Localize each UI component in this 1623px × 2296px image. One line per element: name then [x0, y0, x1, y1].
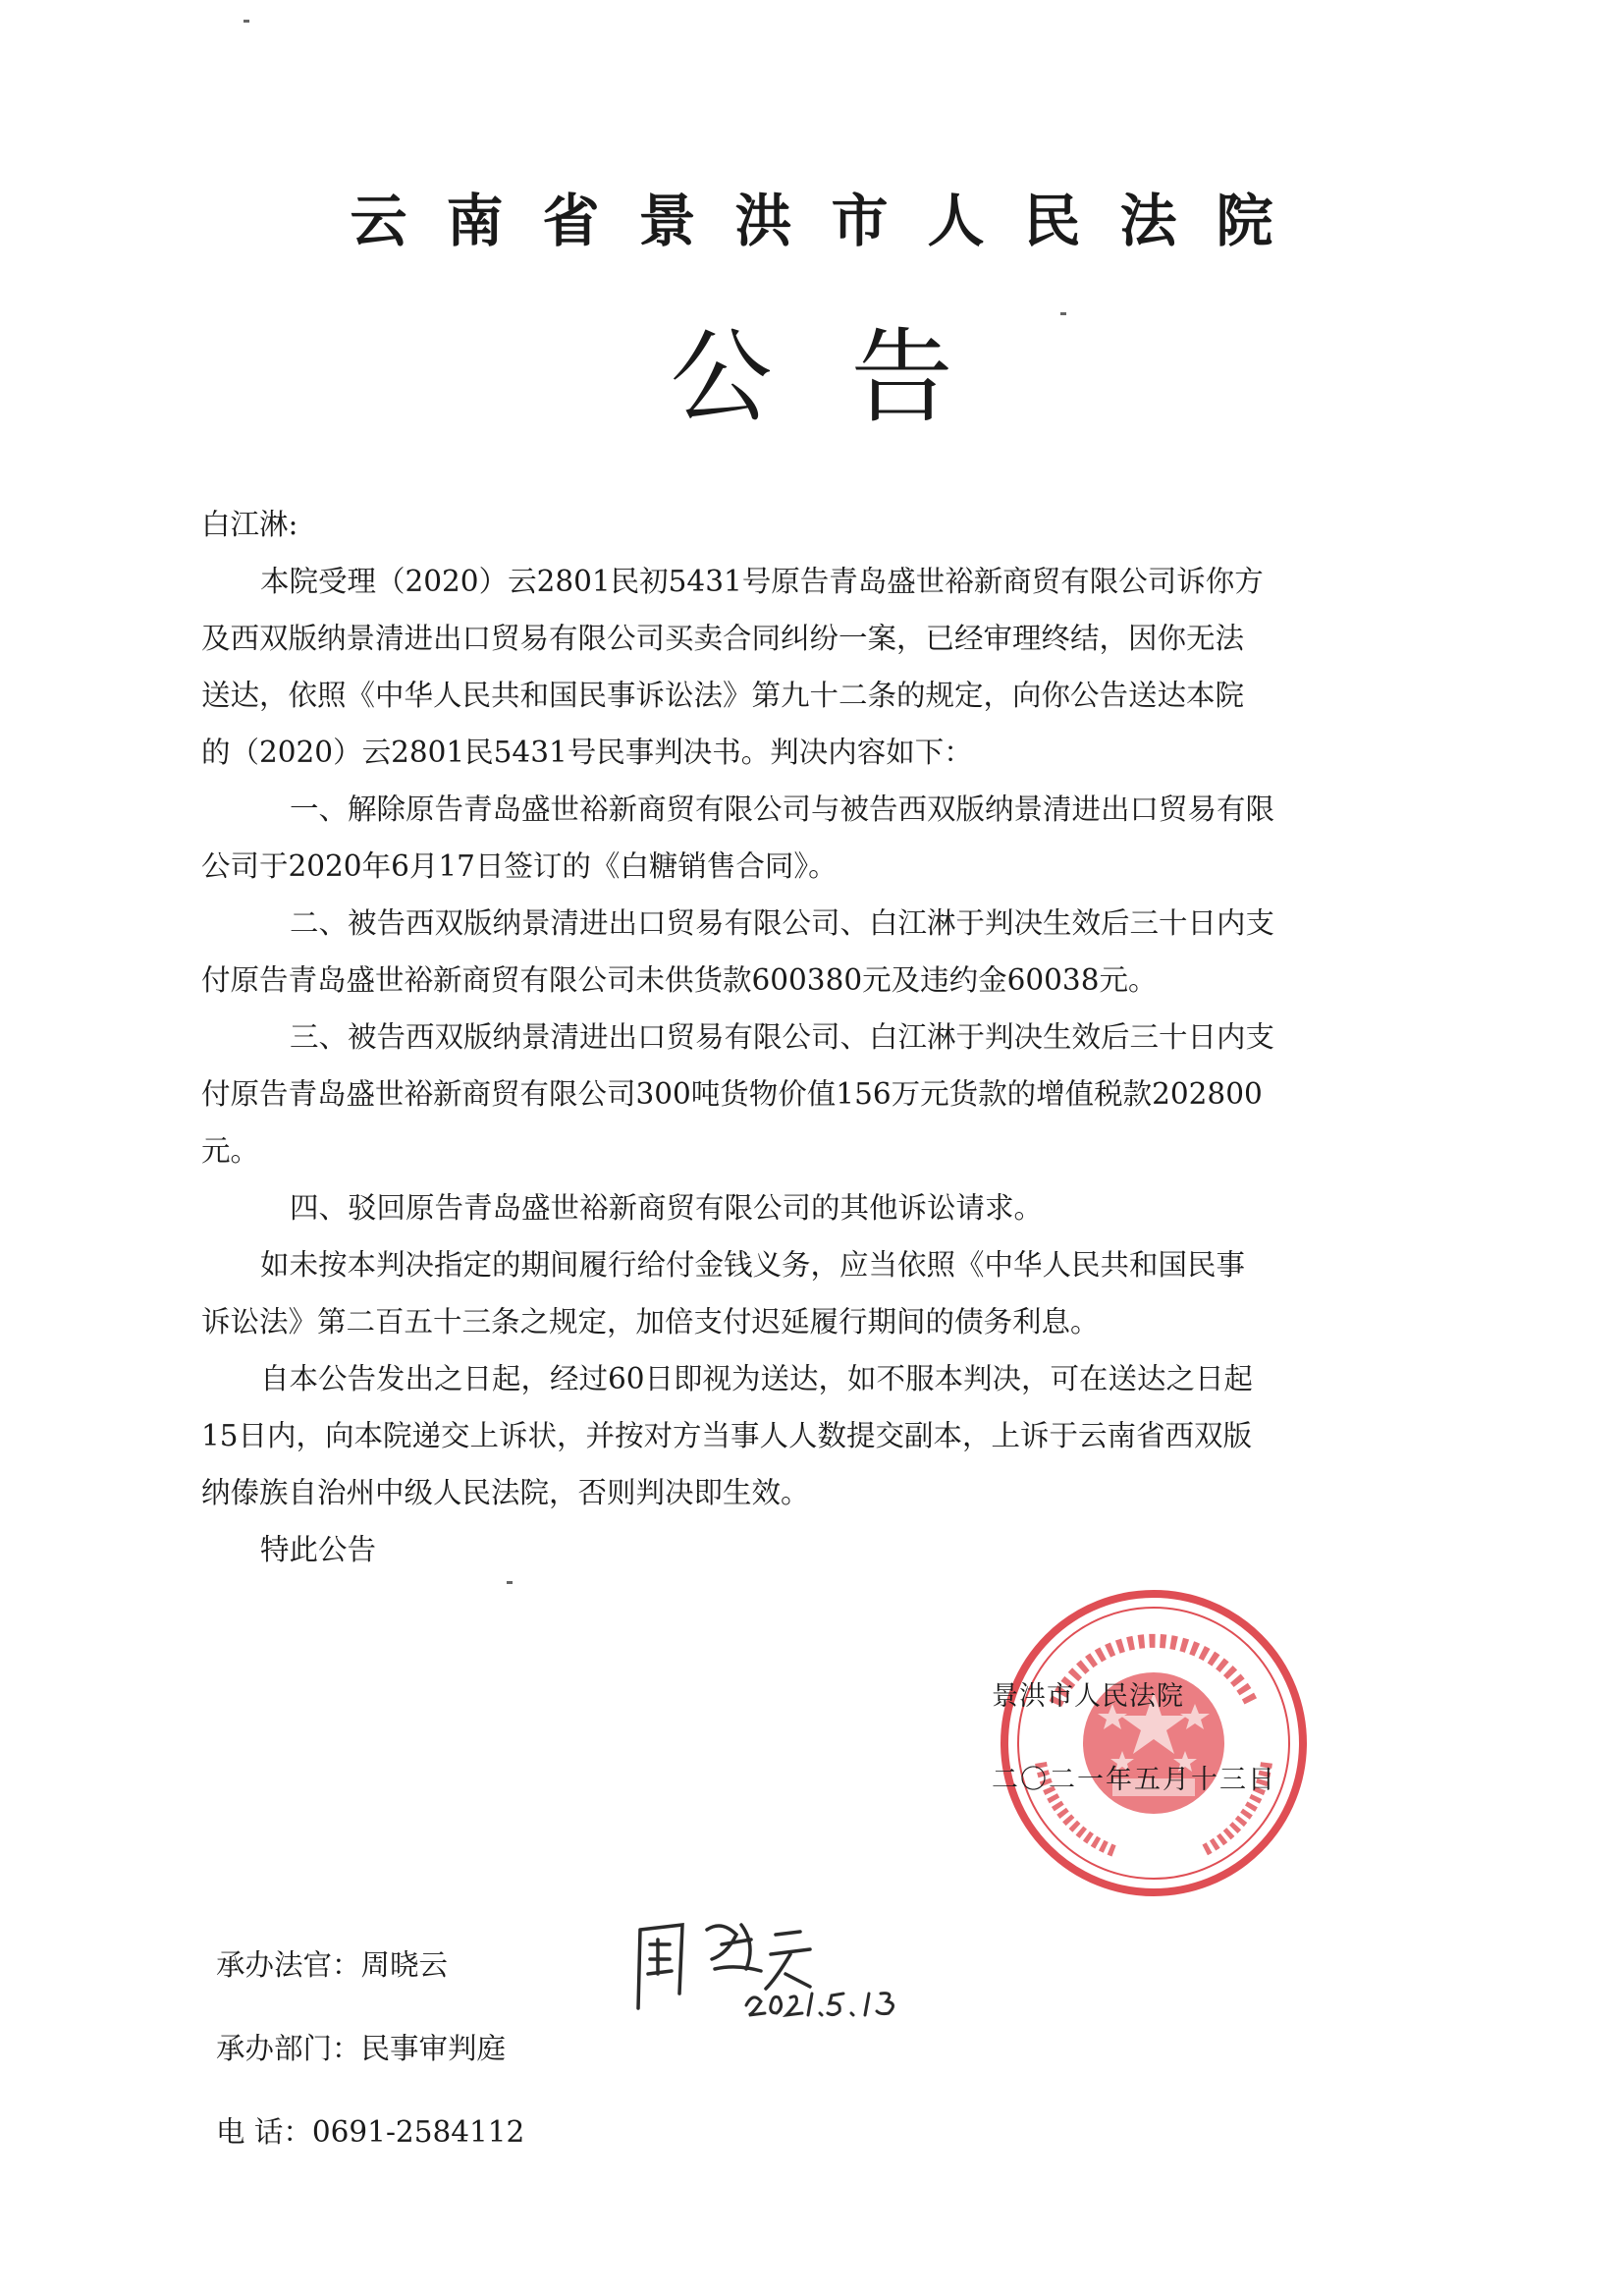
body-line: 元。 [201, 1134, 260, 1168]
judge-line: 承办法官：周晓云 [216, 1948, 449, 1982]
judgment-item-4: 四、驳回原告青岛盛世裕新商贸有限公司的其他诉讼请求。 [290, 1191, 1044, 1225]
body-line: 如未按本判决指定的期间履行给付金钱义务，应当依照《中华人民共和国民事 [260, 1248, 1246, 1282]
scan-speck [243, 20, 249, 23]
scan-speck [1060, 312, 1066, 315]
body-line: 的（2020）云2801民5431号民事判决书。判决内容如下： [201, 736, 973, 769]
body-line: 送达，依照《中华人民共和国民事诉讼法》第九十二条的规定，向你公告送达本院 [201, 679, 1245, 712]
judgment-item-1: 一、解除原告青岛盛世裕新商贸有限公司与被告西双版纳景清进出口贸易有限 [290, 793, 1275, 826]
body-line: 本院受理（2020）云2801民初5431号原告青岛盛世裕新商贸有限公司诉你方 [260, 565, 1264, 598]
body-line: 15日内，向本院递交上诉状，并按对方当事人人数提交副本，上诉于云南省西双版 [201, 1419, 1253, 1452]
judgment-item-2: 二、被告西双版纳景清进出口贸易有限公司、白江淋于判决生效后三十日内支 [290, 906, 1275, 940]
court-seal-icon [997, 1586, 1311, 1900]
signing-date: 二〇二一年五月十三日 [992, 1765, 1276, 1795]
scan-speck [507, 1581, 513, 1584]
closing-phrase: 特此公告 [260, 1533, 377, 1566]
judgment-item-3: 三、被告西双版纳景清进出口贸易有限公司、白江淋于判决生效后三十日内支 [290, 1020, 1275, 1054]
signing-court: 景洪市人民法院 [992, 1681, 1184, 1712]
court-name-heading: 云南省景洪市人民法院 [350, 188, 1313, 254]
salutation: 白江淋: [201, 508, 298, 541]
body-line: 诉讼法》第二百五十三条之规定，加倍支付迟延履行期间的债务利息。 [201, 1305, 1100, 1339]
notice-title: 公告 [670, 317, 1032, 437]
notice-body [201, 496, 1424, 1578]
body-line: 及西双版纳景清进出口贸易有限公司买卖合同纠纷一案，已经审理终结，因你无法 [201, 622, 1245, 655]
department-line: 承办部门：民事审判庭 [216, 2032, 507, 2065]
body-line: 付原告青岛盛世裕新商贸有限公司未供货款600380元及违约金60038元。 [201, 963, 1158, 997]
body-line: 自本公告发出之日起，经过60日即视为送达，如不服本判决，可在送达之日起 [260, 1362, 1254, 1395]
body-line: 付原告青岛盛世裕新商贸有限公司300吨货物价值156万元货款的增值税款202800 [201, 1077, 1263, 1111]
body-line: 纳傣族自治州中级人民法院，否则判决即生效。 [201, 1476, 810, 1509]
handwritten-date-icon [741, 1964, 918, 2023]
phone-line: 电 话：0691-2584112 [216, 2115, 525, 2149]
body-line: 公司于2020年6月17日签订的《白糖销售合同》。 [201, 849, 838, 883]
